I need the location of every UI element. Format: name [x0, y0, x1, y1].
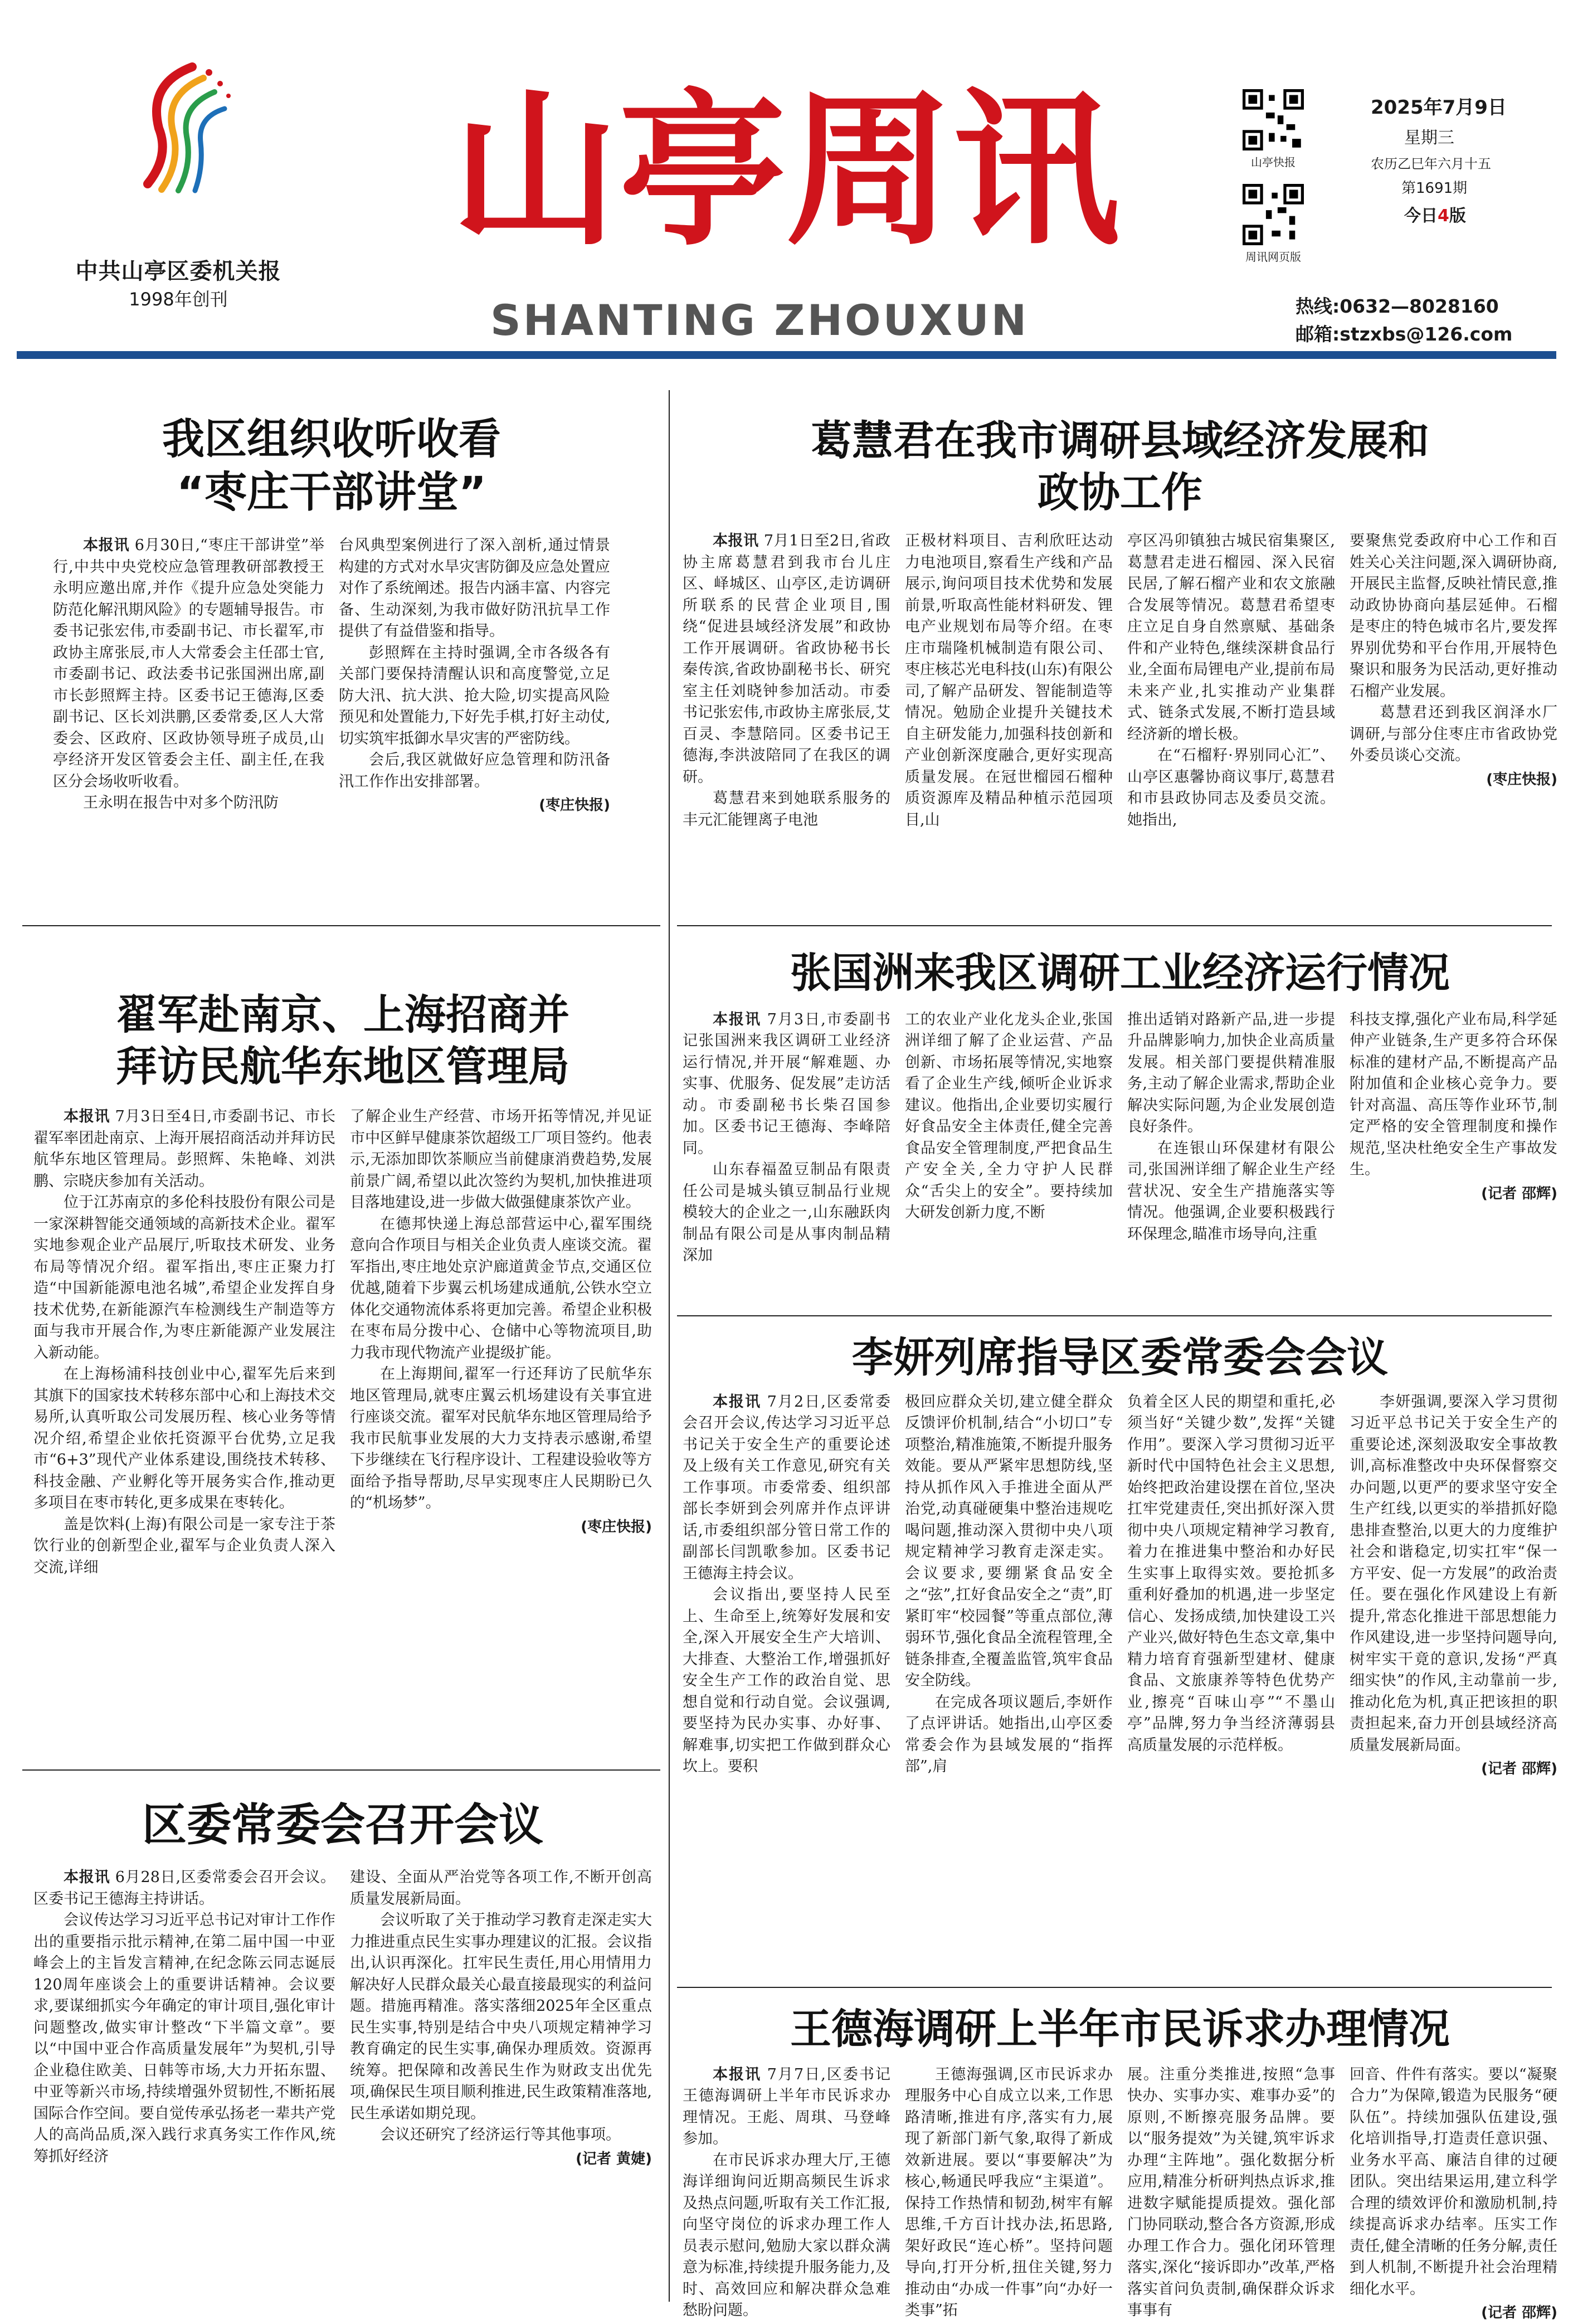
article-text: 会议指出,要坚持人民至上、生命至上,统筹好发展和安全,深入开展安全生产大培训、大排查、大整治工作,增强抓好安全生产工作的政治自觉、思想自觉和行动自觉。会议强调,要坚持为民办实事、办好事、解难事,切实把工作做到群众心坎上。要积 [683, 1586, 890, 1775]
article-title [53, 412, 610, 518]
article-credit: (记者 邵辉) [1481, 1185, 1557, 1202]
newspaper-title-text: 山亭周讯 [451, 71, 1120, 268]
article-column [53, 535, 324, 892]
article-column [905, 1392, 1113, 2033]
article-column [350, 1867, 652, 2313]
article-text: 在“石榴籽·界别同心汇”、山亭区惠馨协商议事厅,葛慧君和市县政协同志及委员交流。她指出, [1127, 747, 1335, 829]
article-column [1350, 531, 1557, 910]
article-zhang-guozhou-industry [683, 947, 1557, 1304]
article-column [683, 2064, 890, 2319]
article-text: 王德海强调,区市民诉求办理服务中心自成立以来,工作思路清晰,推进有序,落实有力,展现了新部门新气象,取得了新成效新进展。要以“事要解决”为核心,畅通民呼我应“主渠道”。保持工作热情和韧劲,树牢有解思维,千方百计找办法,拓思路,架好政民“连心桥”。坚持问题导向,打开分析,扭住关键,努力推动由“办成一件事”向“办好一类事”拓 [905, 2065, 1113, 2319]
article-wang-dehai-petitions [683, 2004, 1557, 2321]
article-column [1127, 2064, 1335, 2319]
article-text: 展。注重分类推进,按照“急事快办、实事办实、难事办妥”的原则,不断擦亮服务品牌。要以“服务提效”为关键,筑牢诉求办理“主阵地”。强化数据分析应用,精准分析研判热点诉求,推进数字赋能提质提效。强化部门协同联动,整合各方资源,形成办理工作合力。强化闭环管理落实,深化“接诉即办”改革,严格落实首问负责制,确保群众诉求事事有 [1127, 2065, 1335, 2319]
newspaper-pinyin: SHANTING ZHOUXUN [490, 295, 1029, 345]
article-text: 在完成各项议题后,李妍作了点评讲话。她指出,山亭区委常委会作为县域发展的“指挥部”,肩 [905, 1693, 1113, 1775]
contact-info [1296, 293, 1512, 348]
article-credit: (记者 黄婕) [576, 2150, 652, 2167]
article-text: 王永明在报告中对多个防汛防 [83, 794, 279, 811]
article-column [1350, 1392, 1557, 2033]
article-text: 6月28日,区委常委会召开会议。区委书记王德海主持讲话。 [33, 1869, 336, 1908]
article-text: 极回应群众关切,建立健全群众反馈评价机制,结合“小切口”专项整治,精准施策,不断提升服务效能。要从严紧牢思想防线,坚持从抓作风入手推进全面从严治党,动真碰硬集中整治违规吃喝问题,推动深入贯彻中央八项规定精神学习教育走深走实。会议要求,要绷紧食品安全之“弦”,扛好食品安全之“责”,盯紧盯牢“校园餐”等重点部位,薄弱环节,强化食品全流程管理,全链条排查,全覆盖监管,筑牢食品安全防线。 [905, 1393, 1113, 1689]
article-title: 李妍列席指导区委常委会会议 [852, 1334, 1388, 1382]
article-ge-huijun-visit [683, 415, 1557, 917]
party-logo-icon [125, 61, 237, 195]
article-text: 在上海期间,翟军一行还拜访了民航华东地区管理局,就枣庄翼云机场建设有关事宜进行座谈交流。翟军对民航华东地区管理局给予我市民航事业发展的大力支持表示感谢,希望下步继续在飞行程序设计、工程建设验收等方面给予指导帮助,尽早实现枣庄人民期盼已久的“机场梦”。 [350, 1365, 652, 1511]
article-text: 葛慧君来到她联系服务的丰元汇能锂离子电池 [683, 790, 890, 829]
article-text: 要聚焦党委政府中心工作和百姓关心关注问题,深入调研协商,开展民主监督,反映社情民意,推动政协协商向基层延伸。石榴是枣庄的特色城市名片,要发挥界别优势和平台作用,开展特色聚识和服务为民活动,更好推动石榴产业发展。 [1350, 532, 1557, 700]
masthead-rule [17, 351, 1556, 359]
newspaper-title [401, 67, 1170, 268]
article-title: 张国洲来我区调研工业经济运行情况 [790, 949, 1450, 997]
article-text: 7月3日,市委副书记张国洲来我区调研工业经济运行情况,并开展“解难题、办实事、优服务、促发展”走访活动。市委副秘书长柴召国参加。区委书记王德海、李峰陪同。 [683, 1010, 890, 1157]
article-text: 6月30日,“枣庄干部讲堂”举行,中共中央党校应急管理教研部教授王永明应邀出席,并作《提升应急处突能力 防范化解汛期风险》的专题辅导报告。市委书记张宏伟,市委副书记、市长翟军,市政协主席张辰,市人大常委会主任邵士官,市委副书记、政法委书记张国洲出席,副市长彭照辉主持。区委书记王德海,区委副书记、区长刘洪鹏,区委常委,区人大常委会、区政府、区政协领导班子成员,山亭经济开发区管委会主任、副主任,在我区分会场收听收看。 [53, 537, 324, 790]
article-column [1127, 1392, 1335, 2033]
article-text: 在德邦快递上海总部营运中心,翟军围绕意向合作项目与相关企业负责人座谈交流。翟军指出,枣庄地处京沪廊道黄金节点,交通区位优越,随着下步翼云机场建成通航,公铁水空立体化交通物流体系将更加完善。希望企业积极在枣布局分拨中心、仓储中心等物流项目,助力我市现代物流产业提级扩能。 [350, 1215, 652, 1362]
hotline: 热线:0632—8028160 [1296, 295, 1499, 317]
article-text: 建设、全面从严治党等各项工作,不断开创高质量发展新局面。 [350, 1869, 652, 1908]
article-text: 李妍强调,要深入学习贯彻习近平总书记关于安全生产的重要论述,深刻汲取安全事故教训,高标准整改中央环保督察交办问题,以更严的要求坚守安全生产红线,以更实的举措抓好隐患排查整治,以更大的力度维护社会和谐稳定,切实扛牢“保一方平安、促一方发展”的政治责任。要在强化作风建设上有新提升,常态化推进干部思想能力作风建设,进一步坚持问题导向,树牢实干竟的意识,发扬“严真细实快”的作风,主动靠前一步,推动化危为机,真正把该担的职责担起来,奋力开创县域经济高质量发展新局面。 [1350, 1393, 1557, 1754]
section-divider [677, 1315, 1552, 1316]
article-text: 会议传达学习习近平总书记对审计工作作出的重要指示批示精神,在第二届中国一中亚峰会上的主旨发言精神,在纪念陈云同志诞辰120周年座谈会上的重要讲话精神。会议要求,要谋细抓实今年确定的审计项目,强化审计问题整改,做实审计整改“下半篇文章”。要以“中国中亚合作高质量发展年”为契机,引导企业稳住欧美、日韩等市场,大力开拓东盟、中亚等新兴市场,持续增强外贸韧性,不断拓展国际合作空间。要自觉传承弘扬老一辈共产党人的高尚品质,深入践行求真务实工作作风,统筹抓好经济 [33, 1912, 335, 2165]
article-column [683, 1392, 890, 2033]
issue-pages-suffix: 版 [1449, 206, 1466, 226]
section-divider [677, 1987, 1552, 1988]
article-text: 了解企业生产经营、市场开拓等情况,并见证市中区鲜早健康茶饮超级工厂项目签约。他表示,无添加即饮茶顺应当前健康消费趋势,发展前景广阔,希望以此次签约为契机,加快推进项目落地建设,进一步做大做强健康茶饮产业。 [350, 1108, 652, 1211]
article-column [339, 535, 610, 892]
article-credit: (枣庄快报) [1486, 771, 1557, 788]
article-text: 在市民诉求办理大厅,王德海详细询问近期高频民生诉求及热点问题,听取有关工作汇报,向坚守岗位的诉求办理工作人员表示慰问,勉励大家以群众满意为标准,持续提升服务能力,及时、高效回应和解决群众急难愁盼问题。 [683, 2151, 890, 2319]
article-body [33, 1106, 652, 1686]
article-body [53, 535, 610, 892]
article-column [683, 531, 890, 910]
article-text: 7月7日,区委书记王德海调研上半年市民诉求办理情况。王彪、周琪、马登峰参加。 [683, 2065, 890, 2147]
article-text: 台风典型案例进行了深入剖析,通过情景构建的方式对水旱灾害防御及应急处置应对作了系统阐述。报告内涵丰富、内容完备、生动深刻,为我市做好防汛抗旱工作提供了有益借鉴和指导。 [339, 537, 610, 640]
article-column [905, 1009, 1113, 1299]
article-text: 彭照辉在主持时强调,全市各级各有关部门要保持清醒认识和高度警觉,立足防大汛、抗大洪、抢大险,切实提高风险预见和处置能力,下好先手棋,打好主动仗,切实筑牢抵御水旱灾害的严密防线。 [339, 644, 610, 747]
article-li-yan-meeting [683, 1332, 1557, 1777]
org-name: 中共山亭区委机关报 [75, 259, 281, 284]
issue-pages [1371, 202, 1549, 226]
article-column [33, 1106, 335, 1686]
article-text: 7月3日至4日,市委副书记、市长翟军率团赴南京、上海开展招商活动并拜访民航华东地区管理局。彭照辉、朱艳峰、刘洪鹏、宗晓庆参加有关活动。 [33, 1108, 336, 1190]
column-divider [669, 390, 670, 2302]
issue-pages-number: 4 [1438, 206, 1449, 226]
article-text: 位于江苏南京的多伦科技股份有限公司是一家深耕智能交通领域的高新技术企业。翟军实地参观企业产品展厅,听取技术研发、业务布局等情况介绍。翟军指出,枣庄正聚力打造“中国新能源电池名城”,希望企业发挥自身技术优势,在新能源汽车检测线生产制造等方面与我市开展合作,为枣庄新能源产业发展注入新动能。 [33, 1194, 335, 1362]
article-body [683, 1392, 1557, 2033]
article-column [33, 1867, 335, 2313]
article-text: 在上海杨浦科技创业中心,翟军先后来到其旗下的国家技术转移东部中心和上海技术交易所,认真听取公司发展历程、核心业务等情况介绍,希望企业依托资源平台优势,立足我市“6+3”现代产业体系建设,围绕技术转移、科技金融、产业孵化等开展务实合作,推动更多项目在枣市转化,更多成果在枣转化。 [33, 1365, 335, 1511]
article-text: 负着全区人民的期望和重托,必须当好“关键少数”,发挥“关键作用”。要深入学习贯彻习近平新时代中国特色社会主义思想,始终把政治建设摆在首位,坚决扛牢党建责任,突出抓好深入贯彻中央八项规定精神学习教育,着力在推进集中整治和办好民生实事上取得实效。要抢抓多重利好叠加的机遇,进一步坚定信心、发扬成绩,加快建设工兴产业兴,做好特色生态文章,集中精力培育育强新型建材、健康食品、文旅康养等特色优势产业,擦亮“百味山亭”“不墨山亭”品牌,努力争当经济薄弱县高质量发展的示范样板。 [1127, 1393, 1335, 1754]
issue-date: 2025年7月9日 [1371, 96, 1507, 119]
article-text: 科技支撑,强化产业布局,科学延伸产业链条,生产更多符合环保标准的建材产品,不断提高产品附加值和企业核心竞争力。要针对高温、高压等作业环节,制定严格的安全管理制度和操作规范,坚决杜绝安全生产事故发生。 [1350, 1010, 1557, 1178]
article-zhai-jun-investment [33, 989, 652, 1703]
issue-pages-prefix: 今日 [1404, 206, 1438, 226]
article-body [683, 1009, 1557, 1299]
article-column [1350, 2064, 1557, 2321]
article-text: 7月2日,区委常委会召开会议,传达学习习近平总书记关于安全生产的重要论述及上级有关工作意见,研究有关工作事项。市委常委、组织部部长李妍到会列席并作点评讲话,市委组织部分管日常工作的副部长闫凯歌参加。区委书记王德海主持会议。 [683, 1393, 890, 1582]
article-text: 推出适销对路新产品,进一步提升品牌影响力,加快企业高质量发展。相关部门要提供精准服务,主动了解企业需求,帮助企业解决实际问题,为企业发展创造良好条件。 [1127, 1010, 1335, 1135]
article-title-line: 葛慧君在我市调研县域经济发展和 [811, 417, 1429, 465]
article-lead: 本报讯 [713, 532, 759, 550]
article-column [350, 1106, 652, 1686]
article-credit: (记者 邵辉) [1481, 2304, 1557, 2321]
email: 邮箱:stzxbs@126.com [1296, 323, 1513, 345]
article-column [1127, 1009, 1335, 1299]
article-title [33, 989, 652, 1092]
issue-number: 第1691期 [1401, 180, 1468, 197]
article-column [683, 1009, 890, 1299]
article-lead: 本报讯 [83, 537, 130, 554]
article-text: 回音、件件有落实。要以“凝聚合力”为保障,锻造为民服务“硬队伍”。持续加强队伍建设,强化培训指导,打造责任意识强、业务水平高、廉洁自律的过硬团队。突出结果运用,建立科学合理的绩效评价和激励机制,持续提高诉求办结率。压实工作责任,健全清晰的任务分解,责任到人机制,不断提升社会治理精细化水平。 [1350, 2065, 1557, 2298]
qr-caption-2: 周讯网页版 [1245, 250, 1301, 264]
article-column [1127, 531, 1335, 910]
article-text: 工的农业产业化龙头企业,张国洲详细了解了企业运营、产品创新、市场拓展等情况,实地察看了企业生产线,倾听企业诉求建议。他指出,企业要切实履行好食品安全主体责任,健全完善食品安全管理制度,严把食品生产安全关,全力守护人民群众“舌尖上的安全”。要持续加大研发创新力度,不断 [905, 1010, 1113, 1221]
qr-code-icon[interactable] [1243, 89, 1304, 150]
article-title-line: 翟军赴南京、上海招商并 [116, 991, 569, 1039]
article-lead: 本报讯 [64, 1108, 110, 1125]
founded-year: 1998年创刊 [129, 289, 228, 310]
qr-code-icon[interactable] [1243, 184, 1304, 245]
article-text: 亭区冯卯镇独古城民宿集聚区,葛慧君走进石榴园、深入民宿民居,了解石榴产业和农文旅融合发展等情况。葛慧君希望枣庄立足自身自然禀赋、基础条件和产业特色,继续深耕食品行业,全面布局锂电产业,提前布局未来产业,扎实推动产业集群式、链条式发展,不断打造县域经济新的增长极。 [1127, 532, 1335, 743]
article-district-committee-meeting [33, 1797, 652, 2316]
article-column [905, 2064, 1113, 2319]
article-title [683, 415, 1557, 518]
section-divider [22, 1769, 660, 1771]
issue-lunar-date: 农历乙巳年六月十五 [1371, 156, 1491, 172]
masthead [0, 0, 1573, 357]
article-column [1350, 1009, 1557, 1299]
article-credit: (枣庄快报) [581, 1518, 652, 1535]
article-title: 王德海调研上半年市民诉求办理情况 [790, 2005, 1450, 2053]
issue-weekday: 星期三 [1404, 128, 1454, 148]
article-body [683, 2064, 1557, 2321]
article-credit: (记者 邵辉) [1481, 1761, 1557, 1777]
article-text: 葛慧君还到我区润泽水厂调研,与部分住枣庄市省政协党外委员谈心交流。 [1350, 704, 1557, 764]
article-lead: 本报讯 [713, 1010, 762, 1028]
article-credit: (枣庄快报) [539, 797, 610, 814]
article-title: 区委常委会召开会议 [142, 1799, 543, 1851]
article-lead: 本报讯 [713, 1393, 762, 1411]
article-title-line: 我区组织收听收看 [162, 414, 501, 464]
article-lead: 本报讯 [64, 1869, 110, 1886]
qr-caption-1: 山亭快报 [1251, 155, 1296, 169]
article-text: 山东春福盈豆制品有限责任公司是城头镇豆制品行业规模较大的企业之一,山东融跃肉制品有限公司是从事肉制品精深加 [683, 1161, 890, 1264]
article-text: 会议还研究了经济运行等其他事项。 [380, 2126, 621, 2143]
article-zaozhuang-lecture [53, 412, 610, 903]
article-body [33, 1867, 652, 2313]
article-body [683, 531, 1557, 910]
article-text: 正极材料项目、吉利欣旺达动力电池项目,察看生产线和产品展示,询问项目技术优势和发展前景,听取高性能材料研发、锂电产业规划布局等介绍。在枣庄市瑞隆机械制造有限公司、枣庄核芯光电科技(山东)有限公司,了解产品研发、智能制造等情况。勉励企业提升关键技术自主研发能力,加强科技创新和产业创新深度融合,更好实现高质量发展。在冠世榴园石榴种质资源库及精品种植示范园项目,山 [905, 532, 1113, 829]
issue-info [1371, 92, 1549, 231]
section-divider [677, 925, 1552, 926]
article-title-line: 政协工作 [1038, 468, 1202, 517]
article-text: 会议听取了关于推动学习教育走深走实大力推进重点民生实事办理建议的汇报。会议指出,认识再深化。扛牢民生责任,用心用情用力解决好人民群众最关心最直接最现实的利益问题。措施再精准。落实落细2025年全区重点民生实事,特别是结合中央八项规定精神学习教育确定的民生实事,确保办理质效。资源再统筹。把保障和改善民生作为财政支出优先项,确保民生项目顺利推进,民生政策精准落地,民生承诺如期兑现。 [350, 1912, 652, 2122]
article-lead: 本报讯 [713, 2065, 762, 2083]
article-text: 7月1日至2日,省政协主席葛慧君到我市台儿庄区、峄城区、山亭区,走访调研所联系的民营企业项目,围绕“促进县域经济发展”和政协工作开展调研。省政协秘书长秦传滨,省政协副秘书长、研究室主任刘晓钟参加活动。市委书记张宏伟,市政协主席张辰,艾百灵、李慧陪同。区委书记王德海,李洪波陪同了在我区的调研。 [683, 532, 891, 786]
article-column [905, 531, 1113, 910]
article-text: 会后,我区就做好应急管理和防汛备汛工作作出安排部署。 [339, 751, 610, 790]
article-text: 在连银山环保建材有限公司,张国洲详细了解企业生产经营状况、安全生产措施落实等情况。他强调,企业要积极践行环保理念,瞄准市场导向,注重 [1127, 1139, 1335, 1243]
section-divider [22, 925, 660, 926]
article-title-line: 拜访民航华东地区管理局 [116, 1042, 569, 1091]
article-text: 盖是饮料(上海)有限公司是一家专注于茶饮行业的创新型企业,翟军与企业负责人深入交流,详细 [33, 1515, 335, 1576]
article-title-line: “枣庄干部讲堂” [177, 467, 486, 517]
